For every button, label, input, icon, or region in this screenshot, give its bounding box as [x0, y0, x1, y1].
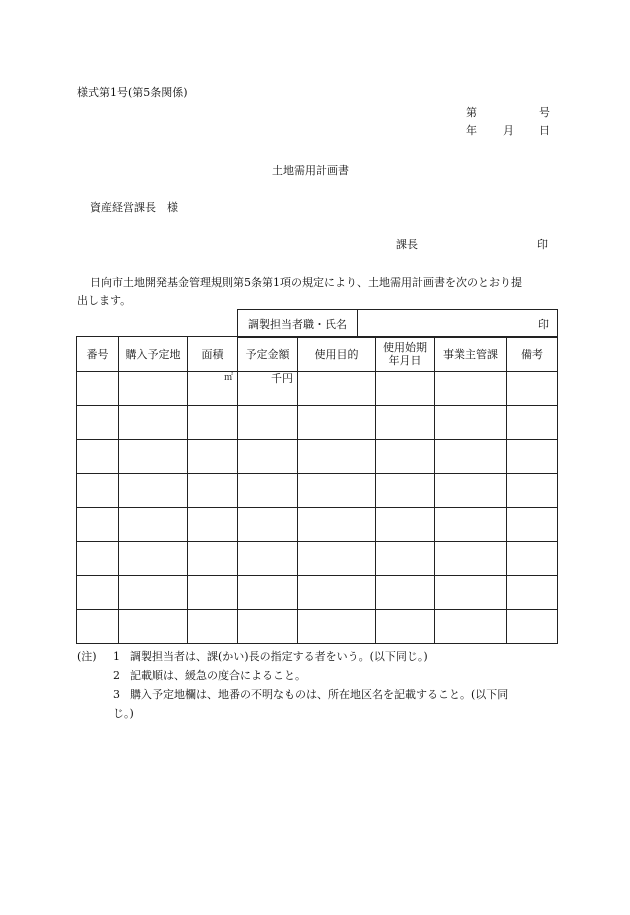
cell-start-date[interactable]	[376, 542, 435, 576]
table-row	[77, 542, 558, 576]
cell-purpose[interactable]	[298, 474, 376, 508]
note-2-number: 2	[113, 669, 120, 682]
cell-remarks[interactable]	[507, 372, 558, 406]
cell-number[interactable]	[77, 440, 119, 474]
cell-start-date[interactable]	[376, 610, 435, 644]
cell-area[interactable]	[188, 406, 238, 440]
note-1-text: 調製担当者は、課(かい)長の指定する者をいう。(以下同じ。)	[130, 650, 428, 663]
cell-number[interactable]	[77, 474, 119, 508]
cell-purpose[interactable]	[298, 440, 376, 474]
cell-area[interactable]	[188, 440, 238, 474]
col-remarks: 備考	[507, 337, 558, 372]
cell-area[interactable]	[188, 474, 238, 508]
cell-remarks[interactable]	[507, 508, 558, 542]
cell-planned-site[interactable]	[119, 576, 188, 610]
table-row	[77, 508, 558, 542]
cell-amount[interactable]	[238, 508, 298, 542]
cell-start-date[interactable]	[376, 406, 435, 440]
header-table	[237, 309, 558, 338]
cell-area[interactable]	[188, 542, 238, 576]
ref-go: 号	[539, 106, 550, 119]
cell-purpose[interactable]	[298, 610, 376, 644]
table-row	[77, 406, 558, 440]
cell-number[interactable]	[77, 508, 119, 542]
note-3-continuation: じ。)	[113, 707, 134, 720]
cell-number[interactable]	[77, 372, 119, 406]
cell-department[interactable]	[435, 508, 507, 542]
col-area: 面積	[188, 337, 238, 372]
cell-amount[interactable]	[238, 576, 298, 610]
cell-planned-site[interactable]	[119, 440, 188, 474]
cell-remarks[interactable]	[507, 440, 558, 474]
cell-remarks[interactable]	[507, 406, 558, 440]
cell-planned-site[interactable]	[119, 474, 188, 508]
cell-purpose[interactable]	[298, 576, 376, 610]
cell-department[interactable]	[435, 542, 507, 576]
document-title: 土地需用計画書	[272, 164, 349, 177]
cell-area[interactable]	[188, 508, 238, 542]
cell-number[interactable]	[77, 610, 119, 644]
cell-department[interactable]	[435, 474, 507, 508]
cell-amount[interactable]	[238, 406, 298, 440]
col-planned-amount: 予定金額	[238, 337, 298, 372]
preparer-seal: 印	[538, 317, 549, 331]
cell-planned-site[interactable]	[119, 508, 188, 542]
col-start-date	[376, 337, 435, 372]
table-row	[77, 576, 558, 610]
table-row	[77, 372, 558, 406]
cell-amount[interactable]	[238, 542, 298, 576]
sender-seal: 印	[537, 238, 548, 251]
cell-remarks[interactable]	[507, 576, 558, 610]
table-row	[77, 440, 558, 474]
cell-amount[interactable]	[238, 474, 298, 508]
cell-start-date[interactable]	[376, 576, 435, 610]
cell-start-date[interactable]	[376, 440, 435, 474]
cell-department[interactable]	[435, 440, 507, 474]
note-2-text: 記載順は、緩急の度合によること。	[130, 669, 306, 682]
col-purpose: 使用目的	[298, 337, 376, 372]
col-number: 番号	[77, 337, 119, 372]
cell-planned-site[interactable]	[119, 542, 188, 576]
cell-start-date[interactable]	[376, 508, 435, 542]
cell-planned-site[interactable]	[119, 372, 188, 406]
form-number: 様式第1号(第5条関係)	[77, 86, 188, 99]
amount-unit: 千円	[271, 372, 293, 385]
note-3-number: 3	[113, 688, 120, 701]
area-unit: ㎡	[223, 373, 233, 383]
cell-area[interactable]	[188, 610, 238, 644]
date-year: 年	[466, 124, 477, 137]
cell-remarks[interactable]	[507, 474, 558, 508]
cell-planned-site[interactable]	[119, 406, 188, 440]
cell-number[interactable]	[77, 542, 119, 576]
body-text-line1: 日向市土地開発基金管理規則第5条第1項の規定により、土地需用計画書を次のとおり提	[90, 276, 522, 289]
notes-prefix: (注)	[77, 650, 97, 663]
preparer-field[interactable]	[358, 310, 558, 338]
cell-purpose[interactable]	[298, 406, 376, 440]
note-1-number: 1	[113, 650, 120, 663]
cell-amount[interactable]	[238, 372, 298, 406]
col-start-date-line1: 使用始期	[383, 341, 427, 354]
cell-number[interactable]	[77, 406, 119, 440]
land-plan-table	[76, 336, 558, 644]
cell-planned-site[interactable]	[119, 610, 188, 644]
date-day: 日	[539, 124, 550, 137]
cell-department[interactable]	[435, 406, 507, 440]
preparer-label: 調製担当者職・氏名	[238, 310, 358, 338]
cell-start-date[interactable]	[376, 474, 435, 508]
cell-amount[interactable]	[238, 610, 298, 644]
cell-purpose[interactable]	[298, 508, 376, 542]
cell-department[interactable]	[435, 610, 507, 644]
col-department: 事業主管課	[435, 337, 507, 372]
cell-remarks[interactable]	[507, 542, 558, 576]
cell-start-date[interactable]	[376, 372, 435, 406]
cell-purpose[interactable]	[298, 542, 376, 576]
cell-department[interactable]	[435, 576, 507, 610]
addressee: 資産経営課長 様	[90, 201, 178, 214]
cell-area[interactable]	[188, 372, 238, 406]
cell-remarks[interactable]	[507, 610, 558, 644]
note-3-text: 購入予定地欄は、地番の不明なものは、所在地区名を記載すること。(以下同	[130, 688, 509, 701]
cell-area[interactable]	[188, 576, 238, 610]
cell-amount[interactable]	[238, 440, 298, 474]
cell-department[interactable]	[435, 372, 507, 406]
col-start-date-line2: 年月日	[388, 354, 422, 367]
table-row	[77, 474, 558, 508]
cell-purpose[interactable]	[298, 372, 376, 406]
table-row	[77, 610, 558, 644]
date-month: 月	[503, 124, 514, 137]
cell-number[interactable]	[77, 576, 119, 610]
body-text-line2: 出します。	[77, 294, 132, 307]
sender-role: 課長	[396, 238, 418, 251]
ref-dai: 第	[466, 106, 477, 119]
col-planned-site: 購入予定地	[119, 337, 188, 372]
